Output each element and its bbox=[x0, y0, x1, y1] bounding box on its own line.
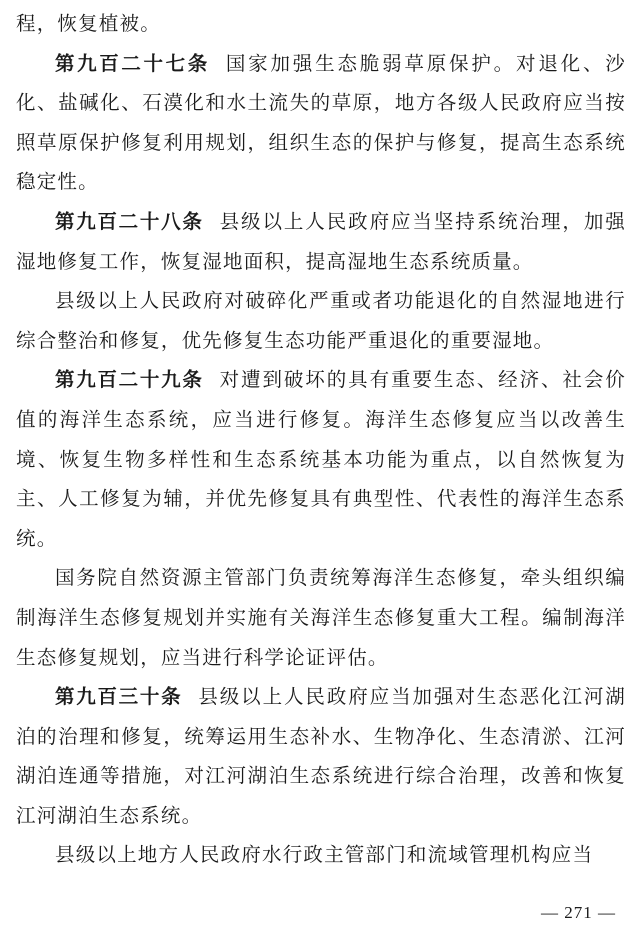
article-930-paragraph-1 bbox=[16, 677, 626, 835]
article-929-text-1: 对遭到破坏的具有重要生态、经济、社会价值的海洋生态系统，应当进行修复。海洋生态修复应当以改善生境、恢复生物多样性和生态系统基本功能为重点，以自然恢复为主、人工修复为辅，并优先修复具有典型性、代表性的海洋生态系统。 bbox=[16, 368, 626, 550]
article-928-paragraph-2: 县级以上人民政府对破碎化严重或者功能退化的自然湿地进行综合整治和修复，优先修复生态功能严重退化的重要湿地。 bbox=[16, 289, 626, 352]
article-930-text-1: 县级以上人民政府应当加强对生态恶化江河湖泊的治理和修复，统筹运用生态补水、生物净化、生态清淤、江河湖泊连通等措施，对江河湖泊生态系统进行综合治理，改善和恢复江河湖泊生态系统。 bbox=[16, 685, 626, 827]
article-929-paragraph-1 bbox=[16, 360, 626, 558]
article-927-paragraph-1 bbox=[16, 44, 626, 202]
page-number: — 271 — bbox=[541, 903, 616, 922]
article-930-paragraph-2: 县级以上地方人民政府水行政主管部门和流域管理机构应当 bbox=[55, 843, 594, 867]
article-930-heading: 第九百三十条 bbox=[55, 685, 183, 709]
continuation-paragraph: 程，恢复植被。 bbox=[16, 12, 161, 35]
document-page bbox=[16, 4, 626, 875]
article-929-paragraph-2: 国务院自然资源主管部门负责统筹海洋生态修复，牵头组织编制海洋生态修复规划并实施有关海洋生态修复重大工程。编制海洋生态修复规划，应当进行科学论证评估。 bbox=[16, 566, 626, 669]
article-928-paragraph-1 bbox=[16, 202, 626, 281]
article-928-text-1: 县级以上人民政府应当坚持系统治理，加强湿地修复工作，恢复湿地面积，提高湿地生态系统质量。 bbox=[16, 209, 626, 273]
article-929-heading: 第九百二十九条 bbox=[55, 368, 204, 392]
article-927-heading: 第九百二十七条 bbox=[55, 51, 210, 75]
article-927-text-1: 国家加强生态脆弱草原保护。对退化、沙化、盐碱化、石漠化和水土流失的草原，地方各级人民政府应当按照草原保护修复利用规划，组织生态的保护与修复，提高生态系统稳定性。 bbox=[16, 51, 626, 194]
article-928-heading: 第九百二十八条 bbox=[55, 209, 204, 233]
